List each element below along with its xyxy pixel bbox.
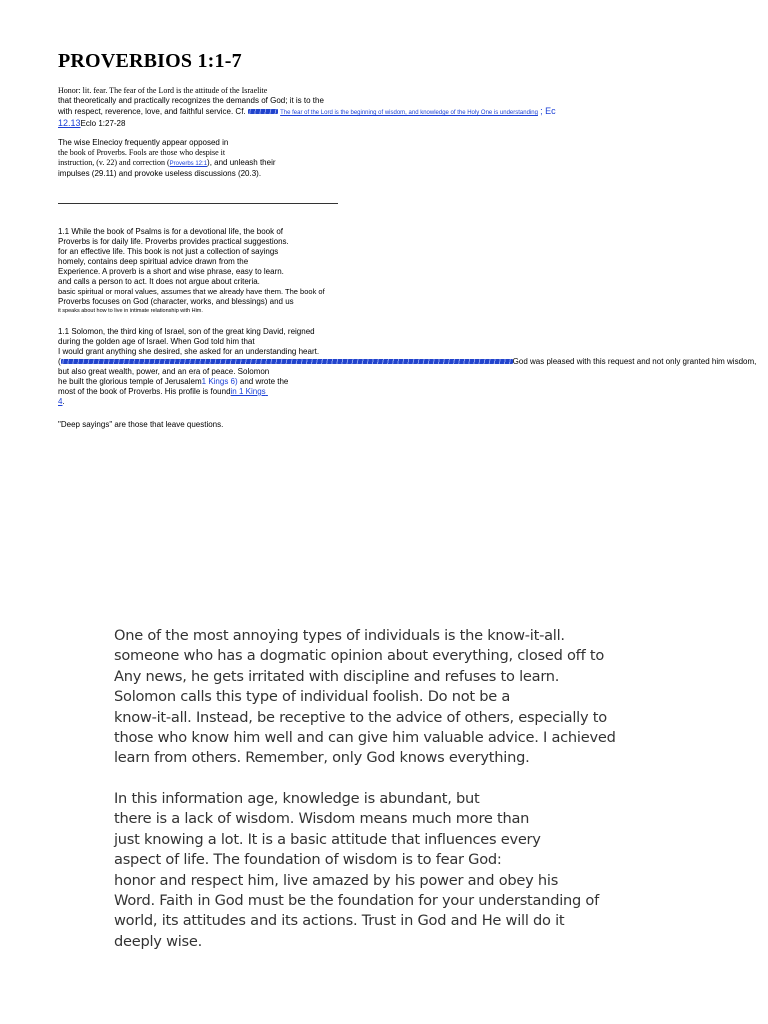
link-underline-extension (266, 387, 310, 397)
para2-line-5: honor and respect him, live amazed by his power and obey his (114, 871, 559, 889)
redacted-link-scribble (248, 109, 278, 114)
solomon-line-8-tail: . (62, 397, 65, 406)
para1-line-5: know-it-all. Instead, be receptive to the advice of others, especially to (114, 708, 607, 726)
solomon-line-6-text: he built the glorious temple of Jerusalem (58, 377, 202, 386)
section-divider (58, 203, 338, 204)
page-title: PROVERBIOS 1:1-7 (58, 50, 242, 72)
ref-12-13-link[interactable]: 12.13 (58, 118, 81, 128)
para2-line-4: aspect of life. The foundation of wisdom is to fear God: (114, 851, 502, 869)
para2-line-7: world, its attitudes and its actions. Trust in God and He will do it (114, 912, 565, 930)
para1-line-6: those who know him well and can give him valuable advice. I achieved (114, 729, 616, 747)
psalms-line-4: homely, contains deep spiritual advice drawn from the (58, 257, 249, 266)
wise-line-4: impulses (29.11) and provoke useless discussions (20.3). (58, 169, 262, 178)
solomon-line-3: I would grant anything she desired, she asked for an understanding heart. (58, 347, 320, 356)
honor-line-1: Honor: lit. fear. The fear of the Lord is the attitude of the Israelite (58, 86, 268, 95)
solomon-line-7 (58, 387, 756, 397)
honor-line-3 (58, 106, 556, 118)
kings-6-link[interactable]: 1 Kings 6) (201, 377, 238, 386)
redacted-link-scribble-long (61, 359, 513, 364)
honor-note (58, 86, 556, 129)
para2-line-8: deeply wise. (114, 932, 203, 950)
proverbs-12-1-link[interactable]: Proverbs 12:1 (169, 161, 208, 167)
psalms-line-5: Experience. A proverb is a short and wise phrase, easy to learn. (58, 267, 284, 276)
honor-line-4 (58, 118, 556, 129)
kings-4-chapter-link[interactable]: 4 (58, 397, 63, 406)
para1-line-2: someone who has a dogmatic opinion about everything, closed off to (114, 647, 604, 665)
psalms-line-7: basic spiritual or moral values, assumes that we already have them. The book of (58, 287, 325, 296)
eclo-ref: Eclo 1:27-28 (80, 119, 126, 128)
solomon-line-8 (58, 397, 756, 407)
wise-line-3 (58, 158, 276, 169)
para2-line-1: In this information age, knowledge is abundant, but (114, 790, 480, 807)
wise-line-2: the book of Proverbs. Fools are those who despise it (58, 148, 226, 157)
know-it-all-paragraph (114, 626, 616, 769)
psalms-line-2: Proverbs is for daily life. Proverbs provides practical suggestions. (58, 237, 289, 246)
para1-line-4: Solomon calls this type of individual foolish. Do not be a (114, 688, 511, 706)
deep-sayings-note: "Deep sayings" are those that leave questions. (58, 420, 224, 429)
psalms-line-9: it speaks about how to live in intimate relationship with Him. (58, 308, 203, 314)
solomon-line-4 (58, 357, 756, 367)
para1-line-1: One of the most annoying types of individuals is the know-it-all. (114, 627, 565, 644)
honor-line-3-text: with respect, reverence, love, and faithful service. Cf. (58, 107, 246, 116)
wise-line-1: The wise Elnecioy frequently appear opposed in (58, 138, 229, 147)
para2-line-2: there is a lack of wisdom. Wisdom means much more than (114, 810, 530, 828)
solomon-note (58, 327, 756, 407)
psalms-line-6: and calls a person to act. It does not argue about criteria. (58, 277, 260, 286)
solomon-line-6-tail: and wrote the (237, 377, 289, 386)
psalms-note (58, 227, 325, 315)
solomon-line-5: but also great wealth, power, and an era of peace. Solomon (58, 367, 270, 376)
para1-line-7: learn from others. Remember, only God knows everything. (114, 749, 530, 767)
ec-ref-link[interactable]: ; Ec (540, 106, 556, 116)
wise-line-3-text: instruction, (v. 22) and correction ( (58, 158, 170, 167)
para2-line-6: Word. Faith in God must be the foundation for your understanding of (114, 892, 600, 910)
solomon-line-4-open: ( (58, 357, 61, 366)
psalms-line-8: Proverbs focuses on God (character, works, and blessings) and us (58, 297, 294, 306)
solomon-line-6 (58, 377, 756, 387)
psalms-line-1: 1.1 While the book of Psalms is for a devotional life, the book of (58, 227, 284, 236)
kings-4-link[interactable]: in 1 Kings (230, 387, 266, 396)
cross-ref-link[interactable]: The fear of the Lord is the beginning of wisdom, and knowledge of the Holy One is understanding (280, 110, 538, 116)
honor-line-2: that theoretically and practically recognizes the demands of God; it is to the (58, 96, 324, 105)
wise-line-3-tail: ), and unleash their (207, 158, 276, 167)
wisdom-paragraph (114, 789, 599, 952)
wise-note (58, 138, 276, 179)
solomon-line-4-tail: God was pleased with this request and not only granted him wisdom, (512, 357, 757, 366)
para2-line-3: just knowing a lot. It is a basic attitude that influences every (114, 830, 541, 848)
solomon-line-2: during the golden age of Israel. When God told him that (58, 337, 255, 346)
solomon-line-1: 1.1 Solomon, the third king of Israel, son of the great king David, reigned (58, 327, 315, 336)
para1-line-3: Any news, he gets irritated with discipline and refuses to learn. (114, 667, 560, 685)
psalms-line-3: for an effective life. This book is not just a collection of sayings (58, 247, 279, 256)
solomon-line-7-text: most of the book of Proverbs. His profile is found (58, 387, 231, 396)
